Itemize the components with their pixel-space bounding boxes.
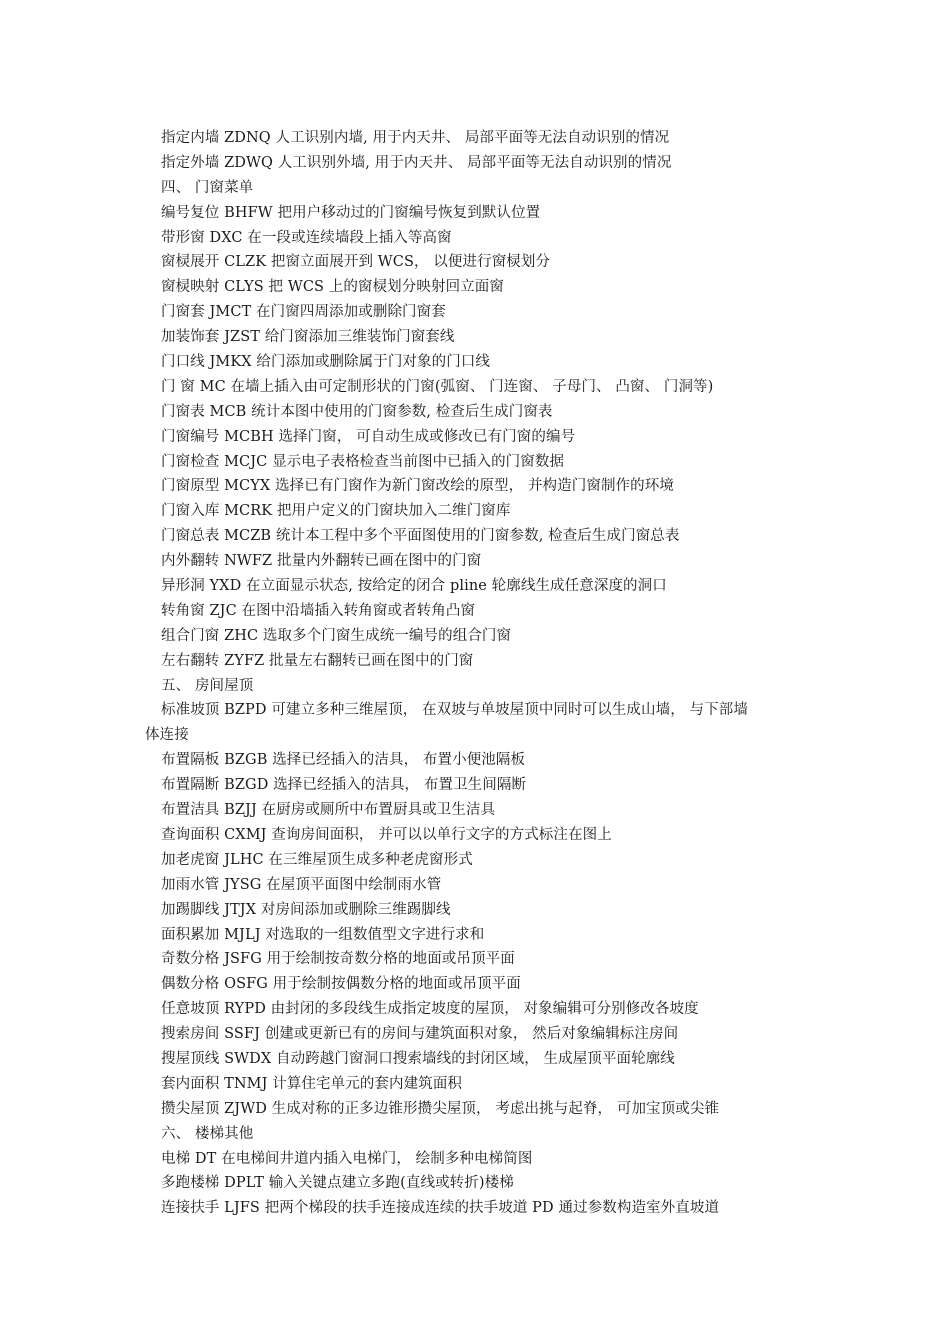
text-line: 窗棂映射 CLYS 把 WCS 上的窗棂划分映射回立面窗 — [161, 279, 504, 296]
text-line: 面积累加 MJLJ 对选取的一组数值型文字进行求和 — [161, 926, 485, 943]
text-line: 奇数分格 JSFG 用于绘制按奇数分格的地面或吊顶平面 — [161, 951, 515, 968]
text-line: 搜屋顶线 SWDX 自动跨越门窗洞口搜索墙线的封闭区域， 生成屋顶平面轮廓线 — [161, 1050, 675, 1067]
text-line: 多跑楼梯 DPLT 输入关键点建立多跑(直线或转折)楼梯 — [161, 1175, 514, 1192]
text-line: 门窗检查 MCJC 显示电子表格检查当前图中已插入的门窗数据 — [161, 453, 565, 470]
text-line: 加雨水管 JYSG 在屋顶平面图中绘制雨水管 — [161, 876, 442, 893]
text-line: 电梯 DT 在电梯间井道内插入电梯门， 绘制多种电梯简图 — [161, 1150, 533, 1167]
text-line: 套内面积 TNMJ 计算住宅单元的套内建筑面积 — [161, 1075, 463, 1092]
text-line: 门窗套 JMCT 在门窗四周添加或删除门窗套 — [161, 304, 446, 321]
text-line: 加装饰套 JZST 给门窗添加三维装饰门窗套线 — [161, 329, 455, 346]
text-line: 偶数分格 OSFG 用于绘制按偶数分格的地面或吊顶平面 — [161, 976, 521, 993]
text-line: 组合门窗 ZHC 选取多个门窗生成统一编号的组合门窗 — [161, 627, 512, 644]
text-line: 加踢脚线 JTJX 对房间添加或删除三维踢脚线 — [161, 901, 451, 918]
text-line: 门口线 JMKX 给门添加或删除属于门对象的门口线 — [161, 354, 491, 371]
text-line: 布置洁具 BZJJ 在厨房或厕所中布置厨具或卫生洁具 — [161, 802, 496, 819]
text-line: 带形窗 DXC 在一段或连续墙段上插入等高窗 — [161, 229, 452, 246]
text-line: 编号复位 BHFW 把用户移动过的门窗编号恢复到默认位置 — [161, 204, 541, 221]
text-line: 内外翻转 NWFZ 批量内外翻转已画在图中的门窗 — [161, 553, 482, 570]
text-line: 门窗表 MCB 统计本图中使用的门窗参数, 检查后生成门窗表 — [161, 403, 553, 420]
text-line: 门窗编号 MCBH 选择门窗， 可自动生成或修改已有门窗的编号 — [161, 428, 576, 445]
text-line: 门窗入库 MCRK 把用户定义的门窗块加入二维门窗库 — [161, 503, 511, 520]
text-line: 窗棂展开 CLZK 把窗立面展开到 WCS， 以便进行窗棂划分 — [161, 254, 551, 271]
text-line: 搜索房间 SSFJ 创建或更新已有的房间与建筑面积对象， 然后对象编辑标注房间 — [161, 1026, 679, 1043]
text-line: 标准坡顶 BZPD 可建立多种三维屋顶， 在双坡与单坡屋顶中同时可以生成山墙， 与下部墙 — [161, 702, 748, 719]
document-body — [145, 126, 815, 1221]
text-line: 连接扶手 LJFS 把两个梯段的扶手连接成连续的扶手坡道 PD 通过参数构造室外直坡道 — [161, 1200, 720, 1217]
text-line: 四、 门窗菜单 — [161, 179, 254, 196]
text-line: 异形洞 YXD 在立面显示状态, 按给定的闭合 pline 轮廓线生成任意深度的洞口 — [161, 578, 667, 595]
text-line: 五、 房间屋顶 — [161, 677, 254, 694]
text-line: 布置隔板 BZGB 选择已经插入的洁具， 布置小便池隔板 — [161, 752, 526, 769]
text-line: 攒尖屋顶 ZJWD 生成对称的正多边锥形攒尖屋顶， 考虑出挑与起脊， 可加宝顶或尖锥 — [161, 1100, 720, 1117]
text-line: 布置隔断 BZGD 选择已经插入的洁具， 布置卫生间隔断 — [161, 777, 527, 794]
text-line: 转角窗 ZJC 在图中沿墙插入转角窗或者转角凸窗 — [161, 602, 476, 619]
text-line: 加老虎窗 JLHC 在三维屋顶生成多种老虎窗形式 — [161, 851, 473, 868]
text-line: 六、 楼梯其他 — [161, 1125, 254, 1142]
text-line: 查询面积 CXMJ 查询房间面积， 并可以以单行文字的方式标注在图上 — [161, 826, 612, 843]
text-line: 门 窗 MC 在墙上插入由可定制形状的门窗(弧窗、 门连窗、 子母门、 凸窗、 门洞等) — [161, 378, 714, 395]
text-line: 门窗总表 MCZB 统计本工程中多个平面图使用的门窗参数, 检查后生成门窗总表 — [161, 528, 680, 545]
text-line-continuation: 体连接 — [145, 727, 189, 744]
text-line: 指定外墙 ZDWQ 人工识别外墙, 用于内天井、 局部平面等无法自动识别的情况 — [161, 154, 672, 171]
text-line: 任意坡顶 RYPD 由封闭的多段线生成指定坡度的屋顶， 对象编辑可分别修改各坡度 — [161, 1001, 699, 1018]
text-line: 左右翻转 ZYFZ 批量左右翻转已画在图中的门窗 — [161, 652, 474, 669]
text-line: 门窗原型 MCYX 选择已有门窗作为新门窗改绘的原型， 并构造门窗制作的环境 — [161, 478, 674, 495]
text-line: 指定内墙 ZDNQ 人工识别内墙, 用于内天井、 局部平面等无法自动识别的情况 — [161, 130, 670, 146]
